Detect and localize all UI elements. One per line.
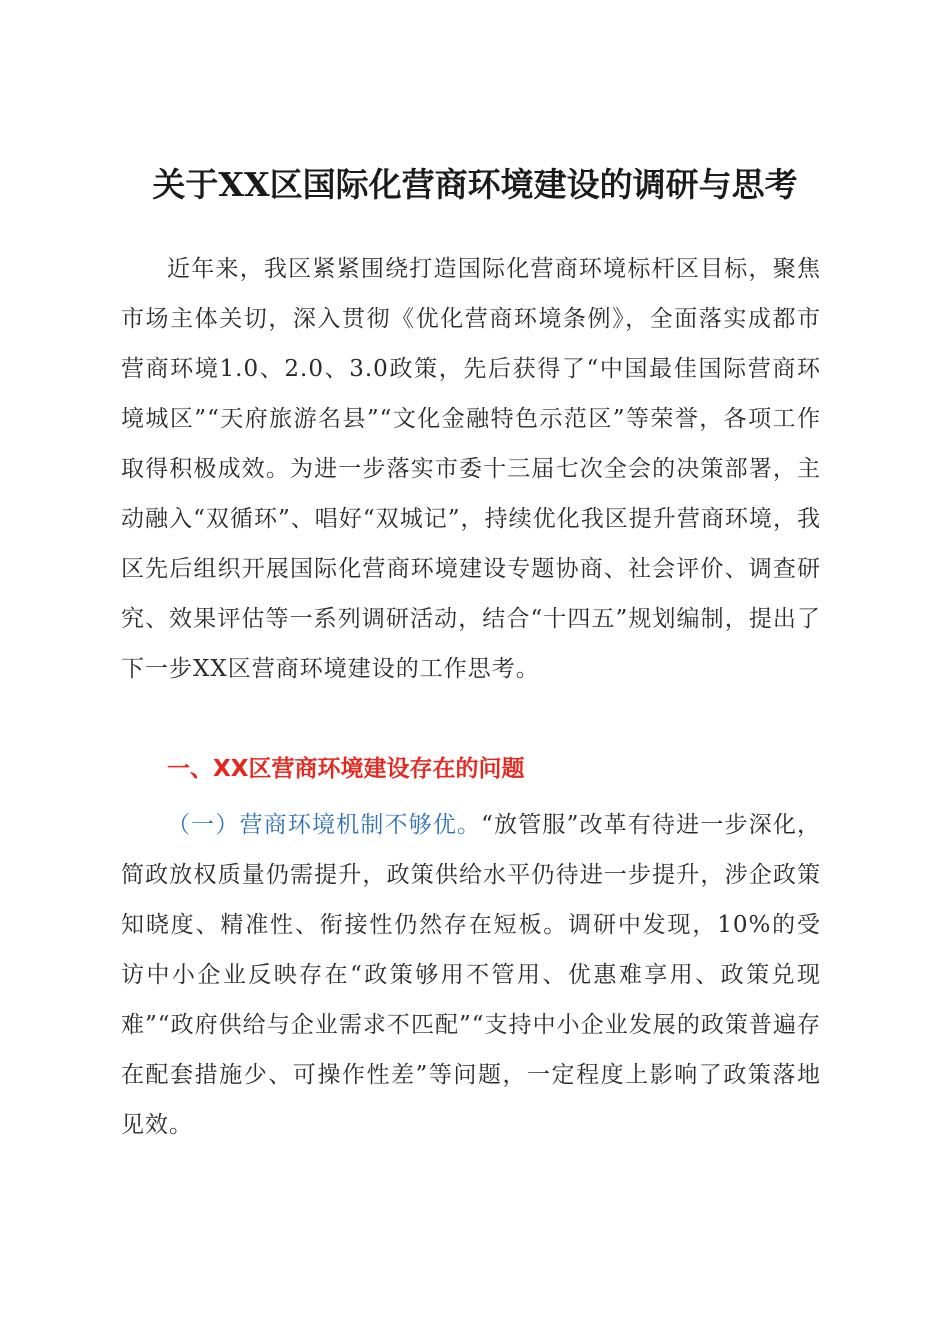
section-heading-problems: 一、XX区营商环境建设存在的问题 bbox=[167, 756, 525, 782]
sub-heading-mechanism: （一）营商环境机制不够优。 bbox=[167, 812, 482, 838]
sub-heading-body: “放管服”改革有待进一步深化，简政放权质量仍需提升，政策供给水平仍待进一步提升，涉企政策知晓度、精准性、衔接性仍然存在短板。调研中发现，10%的受访中小企业反映存在“政策够用不管用、优惠难享用、政策兑现难”“政府供给与企业需求不匹配”“支持中小企业发展的政策普遍存在配套措施少、可操作性差”等问题，一定程度上影响了政策落地见效。 bbox=[121, 812, 821, 1138]
section-1-paragraph bbox=[121, 800, 821, 1150]
document-title: 关于XX区国际化营商环境建设的调研与思考 bbox=[152, 165, 798, 204]
intro-paragraph: 近年来，我区紧紧围绕打造国际化营商环境标杆区目标，聚焦市场主体关切，深入贯彻《优化营商环境条例》，全面落实成都市营商环境1.0、2.0、3.0政策，先后获得了“中国最佳国际营商环境城区”“天府旅游名县”“文化金融特色示范区”等荣誉，各项工作取得积极成效。为进一步落实市委十三届七次全会的决策部署，主动融入“双循环”、唱好“双城记”，持续优化我区提升营商环境，我区先后组织开展国际化营商环境建设专题协商、社会评价、调查研究、效果评估等一系列调研活动，结合“十四五”规划编制，提出了下一步XX区营商环境建设的工作思考。 bbox=[121, 256, 821, 682]
